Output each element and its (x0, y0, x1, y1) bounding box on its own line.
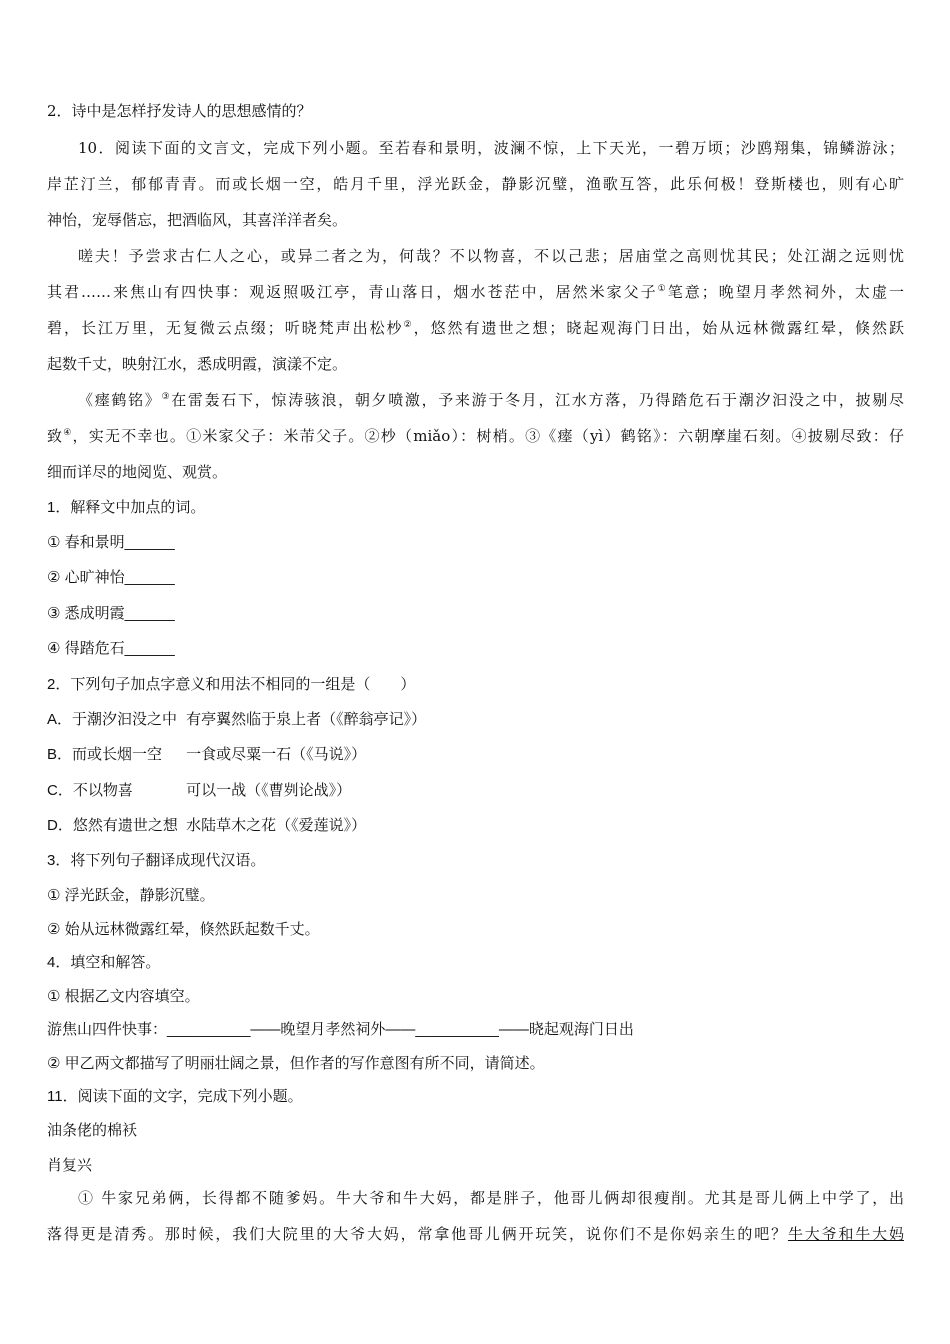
q10-para1-line1: 10．阅读下面的文言文，完成下列小题。至若春和景明，波澜不惊，上下天光，一碧万顷；沙鸥翔集，锦鳞游泳； (78, 139, 904, 157)
sub4-item-1: ① 根据乙文内容填空。 (47, 988, 200, 1005)
sub2-title: 2．下列句子加点字意义和用法不相同的一组是（ ） (47, 676, 416, 693)
essay-title: 油条佬的棉袄 (47, 1121, 138, 1139)
q10-para3-line1: 《瘗鹤铭》③在雷轰石下，惊涛骇浪，朝夕喷激，予来游于冬月，江水方落，乃得踏危石于潮汐汩没之中，披剔尽 (78, 391, 904, 409)
sub1-title: 1．解释文中加点的词。 (47, 499, 206, 516)
sub2-option-c: C．不以物喜 可以一战（《曹刿论战》） (47, 782, 352, 799)
essay-author: 肖复兴 (47, 1156, 93, 1174)
q10-para2-line1: 嗟夫！予尝求古仁人之心，或异二者之为，何哉？不以物喜，不以己悲；居庙堂之高则忧其民；处江湖之远则忧 (78, 247, 904, 265)
sub4-title: 4．填空和解答。 (47, 954, 161, 971)
q10-para2-line3: 碧，长江万里，无复微云点缀；听晓梵声出松杪②，悠然有遗世之想；晓起观海门日出，始从远林微露红晕，倏然跃 (47, 319, 904, 337)
poem-question-2: 2．诗中是怎样抒发诗人的思想感情的？ (47, 102, 312, 120)
sub1-item-3: ③ 悉成明霞______ (47, 605, 175, 622)
sub2-option-b: B．而或长烟一空 一食或尽粟一石（《马说》） (47, 746, 367, 763)
underlined-phrase: 牛大爷和牛大妈 (787, 1225, 904, 1243)
footnote-ref-4: ④ (63, 428, 73, 438)
essay-para1-line2: 落得更是清秀。那时候，我们大院里的大爷大妈，常拿他哥儿俩开玩笑，说你们不是你妈亲生的吧？牛大爷和牛大妈 (47, 1225, 904, 1243)
sub3-item-1: ① 浮光跃金，静影沉璧。 (47, 887, 215, 904)
sub3-title: 3．将下列句子翻译成现代汉语。 (47, 852, 266, 869)
q10-para2-line4: 起数千丈，映射江水，悉成明霞，演漾不定。 (47, 355, 348, 373)
q10-para3-line3: 细而详尽的地阅览、观赏。 (47, 463, 228, 481)
q10-para1-line3: 神怡，宠辱偕忘，把酒临风，其喜洋洋者矣。 (47, 211, 348, 229)
sub4-item-2: ② 甲乙两文都描写了明丽壮阔之景，但作者的写作意图有所不同，请简述。 (47, 1055, 545, 1072)
sub4-fill-line: 游焦山四件快事：__________——晚望月孝然祠外——__________——晓起观海门日出 (47, 1021, 634, 1038)
sub2-option-a: A．于潮汐汩没之中 有亭翼然临于泉上者（《醉翁亭记》） (47, 711, 427, 728)
essay-para1-line1: ① 牛家兄弟俩，长得都不随爹妈。牛大爷和牛大妈，都是胖子，他哥儿俩却很瘦削。尤其是哥儿俩上中学了，出 (78, 1189, 904, 1207)
q10-para3-line2: 致④，实无不幸也。①米家父子：米芾父子。②杪（miǎo）：树梢。③《瘗（yì）鹤铭》：六朝摩崖石刻。④披剔尽致：仔 (47, 427, 904, 445)
sub1-item-4: ④ 得踏危石______ (47, 640, 175, 657)
sub1-item-2: ② 心旷神怡______ (47, 569, 175, 586)
footnote-ref-2: ② (403, 320, 414, 330)
q10-para2-line2: 其君……来焦山有四快事：观返照吸江亭，青山落日，烟水苍茫中，居然米家父子①笔意；晚望月孝然祠外，太虚一 (47, 283, 904, 301)
sub2-option-d: D．悠然有遗世之想 水陆草木之花（《爱莲说》） (47, 817, 367, 834)
footnote-ref-3: ③ (161, 392, 172, 402)
q11-title: 11．阅读下面的文字，完成下列小题。 (47, 1088, 303, 1105)
sub1-item-1: ① 春和景明______ (47, 534, 175, 551)
q10-para1-line2: 岸芷汀兰，郁郁青青。而或长烟一空，皓月千里，浮光跃金，静影沉璧，渔歌互答，此乐何极！登斯楼也，则有心旷 (47, 175, 904, 193)
sub3-item-2: ② 始从远林微露红晕，倏然跃起数千丈。 (47, 921, 320, 938)
footnote-ref-1: ① (657, 284, 668, 294)
